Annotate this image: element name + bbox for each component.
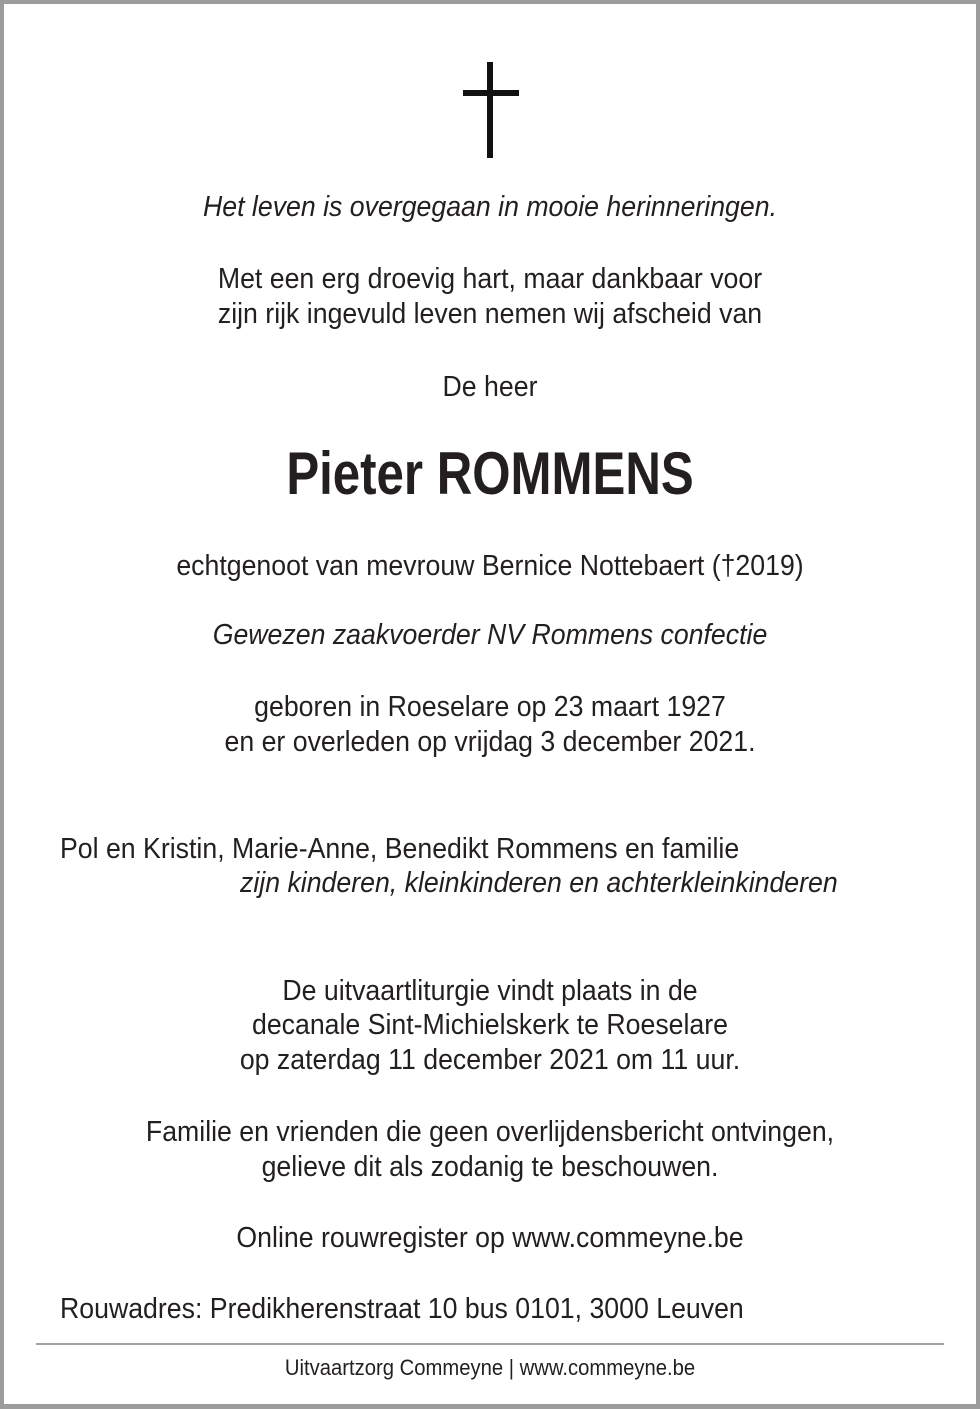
intro-line-2: zijn rijk ingevuld leven nemen wij afscheid van	[217, 298, 763, 330]
footer: Uitvaartzorg Commeyne | www.commeyne.be	[284, 1355, 696, 1380]
death-line: en er overleden op vrijdag 3 december 2021.	[224, 726, 756, 758]
online-register: Online rouwregister op www.commeyne.be	[236, 1222, 744, 1254]
funeral-line-1: De uitvaartliturgie vindt plaats in de	[282, 975, 698, 1007]
title: De heer	[442, 371, 538, 403]
mourning-address: Rouwadres: Predikherenstraat 10 bus 0101, 3000 Leuven	[60, 1293, 744, 1325]
intro-line-1: Met een erg droevig hart, maar dankbaar voor	[217, 263, 763, 295]
family-relation: zijn kinderen, kleinkinderen en achterkleinkinderen	[240, 867, 838, 899]
motto: Het leven is overgegaan in mooie herinneringen.	[203, 191, 777, 223]
birth-line: geboren in Roeselare op 23 maart 1927	[254, 691, 726, 723]
notice-line-2: gelieve dit als zodanig te beschouwen.	[261, 1151, 719, 1183]
funeral-line-3: op zaterdag 11 december 2021 om 11 uur.	[239, 1044, 741, 1076]
occupation: Gewezen zaakvoerder NV Rommens confectie	[212, 619, 768, 651]
family-names: Pol en Kristin, Marie-Anne, Benedikt Rommens en familie	[60, 833, 740, 865]
spouse: echtgenoot van mevrouw Bernice Nottebaert (†2019)	[176, 550, 804, 582]
notice-line-1: Familie en vrienden die geen overlijdensbericht ontvingen,	[145, 1116, 835, 1148]
deceased-name: Pieter ROMMENS	[286, 440, 694, 507]
divider	[36, 1343, 944, 1345]
funeral-line-2: decanale Sint-Michielskerk te Roeselare	[251, 1009, 729, 1041]
